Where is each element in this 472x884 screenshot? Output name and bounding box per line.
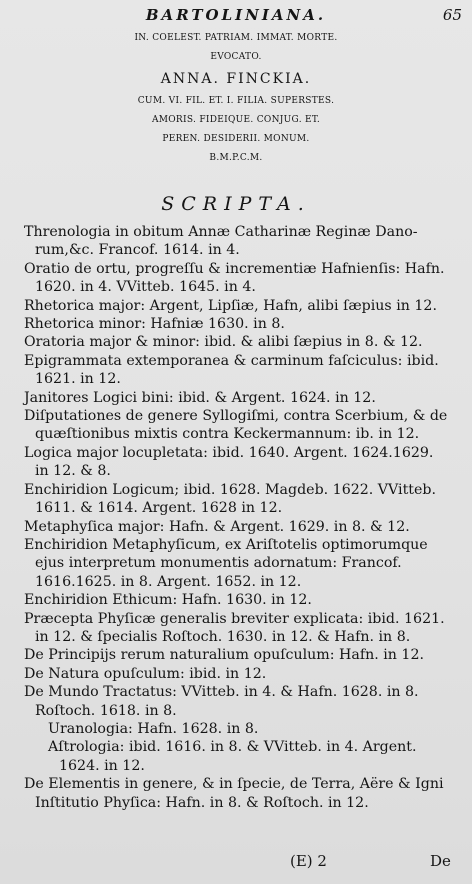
signature-mark: (E) 2 — [290, 852, 327, 870]
bibliography-entry — [24, 646, 454, 664]
bibliography-entry — [24, 591, 454, 609]
bibliography-entry — [24, 518, 454, 536]
bibliography-entry — [24, 223, 454, 260]
entry-line: Enchiridion Metaphyſicum, ex Ariſtotelis optimorumque — [24, 536, 428, 553]
entry-line: Janitores Logici bini: ibid. & Argent. 1624. in 12. — [24, 389, 376, 406]
entry-line: Diſputationes de genere Syllogiſmi, contra Scerbium, & de — [24, 408, 448, 425]
entry-line: Threnologia in obitum Annæ Catharinæ Reginæ Dano- — [24, 224, 418, 240]
entry-line: rum,&c. Francof. 1614. in 4. — [35, 242, 240, 259]
bibliography-entry — [24, 352, 454, 389]
entry-line: Metaphyſica major: Hafn. & Argent. 1629. in 8. & 12. — [24, 518, 410, 535]
bibliography-entry — [24, 297, 454, 315]
entry-line: Præcepta Phyſicæ generalis breviter explicata: ibid. 1621. — [24, 610, 445, 627]
bibliography-entry — [24, 610, 454, 647]
entry-line: ejus interpretum monumentis adornatum: Francof. — [35, 555, 402, 572]
bibliography-entry — [24, 775, 454, 812]
bibliography-entry — [24, 315, 454, 333]
bibliography-entry — [24, 444, 454, 481]
entry-line: quæſtionibus mixtis contra Keckermannum: ib. in 12. — [35, 426, 420, 443]
bibliography-entry — [24, 738, 454, 775]
bibliography-entry — [24, 683, 454, 720]
epitaph-line: B.M.P.C.M. — [209, 153, 263, 163]
entry-line: Enchiridion Ethicum: Hafn. 1630. in 12. — [24, 592, 312, 609]
entry-line: De Elementis in genere, & in ſpecie, de Terra, Aëre & Igni — [24, 776, 444, 793]
epitaph-line: AMORIS. FIDEIQUE. CONJUG. ET. — [151, 115, 321, 125]
catchword: De — [430, 852, 451, 870]
running-head: BARTOLINIANA. — [145, 6, 327, 24]
entry-line: 1621. in 12. — [35, 371, 121, 388]
bibliography-entry — [24, 481, 454, 518]
entry-line: in 12. & 8. — [35, 463, 111, 480]
epitaph-inscription — [0, 29, 472, 168]
epitaph-line: EVOCATO. — [210, 52, 262, 62]
entry-line: De Natura opuſculum: ibid. in 12. — [24, 665, 267, 682]
bibliography-list — [24, 223, 454, 812]
page-number: 65 — [442, 6, 462, 24]
bibliography-entry — [24, 389, 454, 407]
entry-line: De Principijs rerum naturalium opuſculum: Hafn. in 12. — [24, 647, 424, 664]
entry-line: Uranologia: Hafn. 1628. in 8. — [48, 720, 259, 737]
epitaph-line: PEREN. DESIDERII. MONUM. — [162, 134, 310, 144]
entry-line: De Mundo Tractatus: VVitteb. in 4. & Hafn. 1628. in 8. — [24, 684, 419, 701]
entry-line: Oratoria major & minor: ibid. & alibi ſæpius in 8. & 12. — [24, 334, 423, 351]
entry-line: Rhetorica minor: Hafniæ 1630. in 8. — [24, 316, 285, 333]
entry-line: Roſtoch. 1618. in 8. — [35, 702, 177, 719]
entry-line: 1611. & 1614. Argent. 1628 in 12. — [35, 500, 283, 517]
entry-line: 1620. in 4. VVitteb. 1645. in 4. — [35, 279, 256, 296]
bibliography-entry — [24, 536, 454, 591]
entry-line: Aſtrologia: ibid. 1616. in 8. & VVitteb. in 4. Argent. — [48, 739, 417, 756]
entry-line: Rhetorica major: Argent, Lipſiæ, Hafn, alibi ſæpius in 12. — [24, 297, 437, 314]
bibliography-entry — [24, 720, 454, 738]
entry-line: Epigrammata extemporanea & carminum faſciculus: ibid. — [24, 352, 439, 369]
entry-line: Inſtitutio Phyſica: Hafn. in 8. & Roſtoch. in 12. — [35, 794, 369, 811]
bibliography-entry — [24, 260, 454, 297]
epitaph-line: ANNA. FINCKIA. — [160, 71, 312, 87]
bibliography-entry — [24, 407, 454, 444]
entry-line: Oratio de ortu, progreſſu & incrementiæ Hafnienſis: Hafn. — [24, 260, 445, 277]
entry-line: Logica major locupletata: ibid. 1640. Argent. 1624.1629. — [24, 444, 434, 461]
entry-line: 1616.1625. in 8. Argent. 1652. in 12. — [35, 573, 302, 590]
entry-line: in 12. & ſpecialis Roſtoch. 1630. in 12. & Hafn. in 8. — [35, 628, 411, 645]
entry-line: Enchiridion Logicum; ibid. 1628. Magdeb. 1622. VVitteb. — [24, 481, 436, 498]
bibliography-entry — [24, 665, 454, 683]
epitaph-line: IN. COELEST. PATRIAM. IMMAT. MORTE. — [134, 33, 338, 43]
entry-line: 1624. in 12. — [59, 757, 145, 774]
section-title: SCRIPTA. — [161, 193, 311, 215]
bibliography-entry — [24, 333, 454, 351]
epitaph-line: CUM. VI. FIL. ET. I. FILIA. SUPERSTES. — [137, 96, 335, 106]
